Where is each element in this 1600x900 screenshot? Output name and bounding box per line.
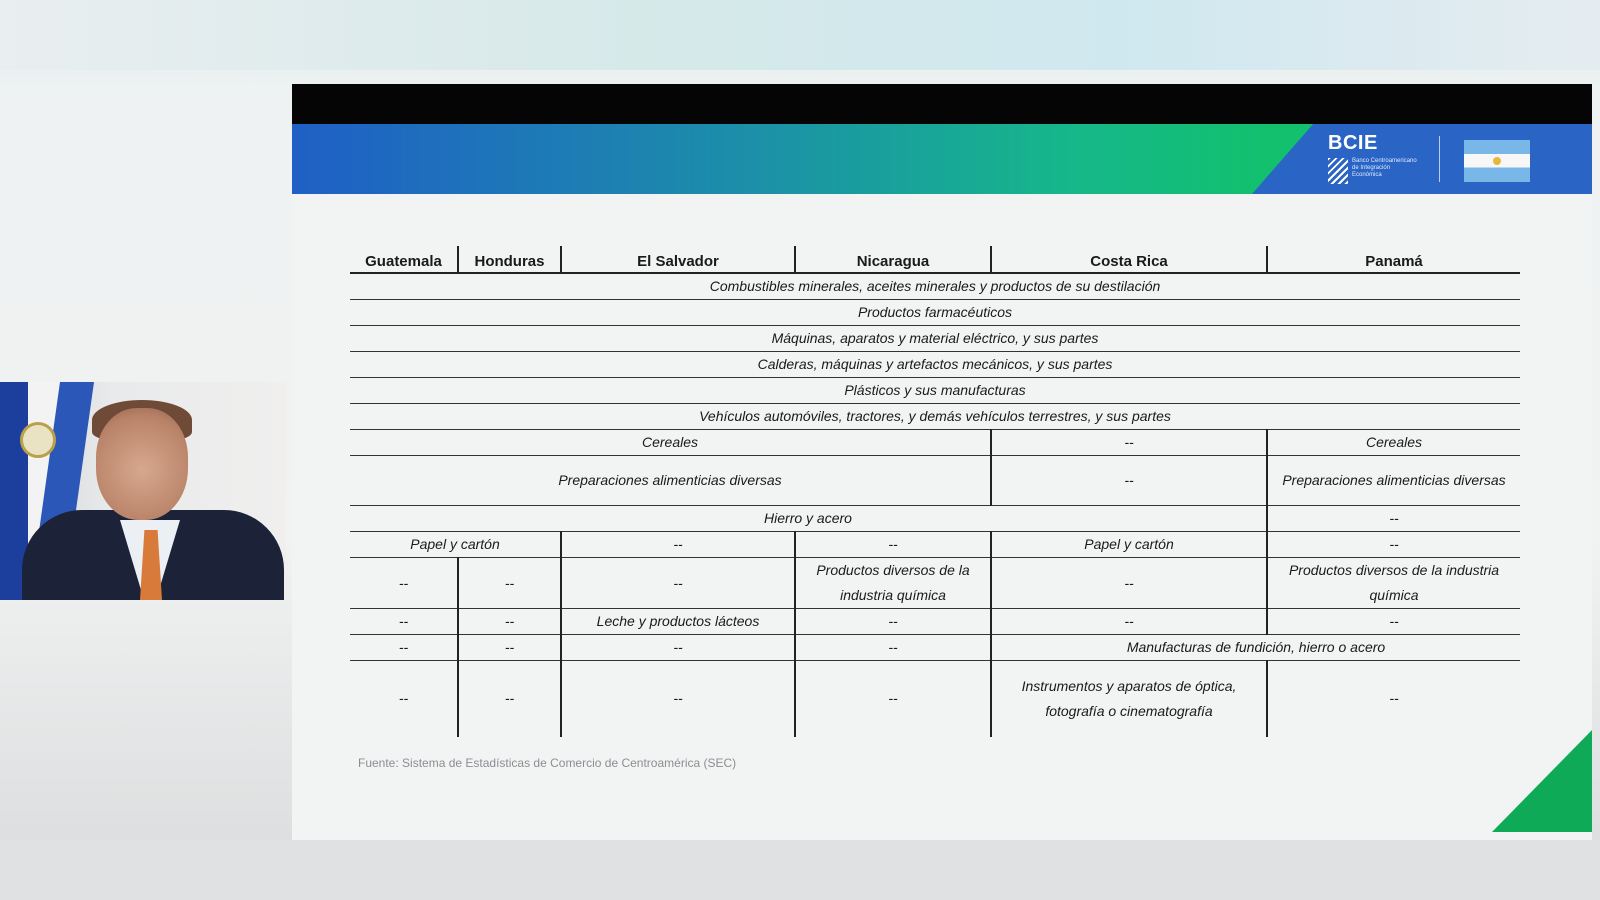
cell-quimica-panama: Productos diversos de la industria química	[1267, 558, 1520, 609]
cell-leche: Leche y productos lácteos	[561, 609, 795, 635]
table-row	[350, 378, 1520, 404]
cell-combustibles: Combustibles minerales, aceites minerales y productos de su destilación	[350, 273, 1520, 300]
bcie-logo-icon	[1328, 158, 1348, 184]
cell-papel-costa-rica: Papel y cartón	[991, 532, 1267, 558]
table-row	[350, 326, 1520, 352]
col-header-panama: Panamá	[1267, 246, 1520, 273]
bcie-logo-subtext: Banco Centroamericano de Integración Económica	[1352, 158, 1417, 178]
cell-dash: --	[1267, 661, 1520, 737]
cell-dash: --	[991, 558, 1267, 609]
cell-fundicion: Manufacturas de fundición, hierro o acero	[991, 635, 1520, 661]
table-row	[350, 506, 1520, 532]
table-row	[350, 352, 1520, 378]
background-top	[0, 0, 1600, 70]
cell-cereales: Cereales	[350, 430, 991, 456]
cell-dash: --	[350, 558, 458, 609]
shared-slide	[292, 84, 1592, 840]
cell-dash: --	[350, 609, 458, 635]
cell-plasticos: Plásticos y sus manufacturas	[350, 378, 1520, 404]
cell-quimica-nicaragua: Productos diversos de la industria química	[795, 558, 991, 609]
cell-dash: --	[561, 532, 795, 558]
cell-dash: --	[350, 635, 458, 661]
cell-dash: --	[458, 609, 561, 635]
source-note: Fuente: Sistema de Estadísticas de Comercio de Centroamérica (SEC)	[358, 756, 737, 770]
corner-accent	[1492, 730, 1592, 832]
cell-dash: --	[458, 635, 561, 661]
cell-dash: --	[458, 558, 561, 609]
cell-cereales-panama: Cereales	[1267, 430, 1520, 456]
table-header-row	[350, 246, 1520, 273]
table-row	[350, 635, 1520, 661]
presenter-head	[96, 408, 188, 520]
cell-dash: --	[1267, 532, 1520, 558]
cell-dash: --	[795, 609, 991, 635]
table-row	[350, 430, 1520, 456]
table-row	[350, 532, 1520, 558]
cell-maquinas-electricas: Máquinas, aparatos y material eléctrico, y sus partes	[350, 326, 1520, 352]
cell-dash: --	[561, 558, 795, 609]
cell-dash: --	[795, 635, 991, 661]
table-row	[350, 273, 1520, 300]
cell-dash: --	[1267, 506, 1520, 532]
banner-accent	[1252, 124, 1592, 194]
cell-optica: Instrumentos y aparatos de óptica, fotografía o cinematografía	[991, 661, 1267, 737]
cell-hierro: Hierro y acero	[350, 506, 1267, 532]
cell-dash: --	[398, 690, 409, 707]
cell-dash: --	[561, 635, 795, 661]
products-table	[350, 246, 1520, 737]
argentina-flag-icon	[1464, 140, 1530, 182]
cell-dash: --	[991, 609, 1267, 635]
cell-calderas: Calderas, máquinas y artefactos mecánicos, y sus partes	[350, 352, 1520, 378]
cell-dash: --	[991, 456, 1267, 506]
col-header-honduras: Honduras	[458, 246, 561, 273]
slide-banner	[292, 124, 1592, 194]
cell-dash: --	[795, 532, 991, 558]
table-row	[350, 404, 1520, 430]
cell-papel: Papel y cartón	[350, 532, 561, 558]
presenter-video[interactable]	[0, 382, 286, 600]
cell-preparaciones: Preparaciones alimenticias diversas	[350, 456, 991, 506]
cell-dash: --	[991, 430, 1267, 456]
table-row	[350, 558, 1520, 609]
table-row	[350, 300, 1520, 326]
cell-dash: --	[458, 661, 561, 737]
sun-icon	[1493, 157, 1501, 165]
cell-preparaciones-panama: Preparaciones alimenticias diversas	[1267, 456, 1520, 506]
col-header-costa-rica: Costa Rica	[991, 246, 1267, 273]
col-header-guatemala: Guatemala	[350, 246, 458, 273]
table-row	[350, 661, 1520, 737]
table-row	[350, 456, 1520, 506]
col-header-el-salvador: El Salvador	[561, 246, 795, 273]
cell-farmaceuticos: Productos farmacéuticos	[350, 300, 1520, 326]
bcie-logo: BCIE	[1328, 132, 1378, 154]
background-bottom	[0, 840, 1600, 900]
cell-dash: --	[1267, 609, 1520, 635]
flag-emblem-icon	[20, 422, 56, 458]
cell-dash: --	[561, 661, 795, 737]
cell-vehiculos: Vehículos automóviles, tractores, y demás vehículos terrestres, y sus partes	[350, 404, 1520, 430]
col-header-nicaragua: Nicaragua	[795, 246, 991, 273]
slide-top-bar	[292, 84, 1592, 124]
cell-dash: --	[795, 661, 991, 737]
banner-divider	[1439, 136, 1440, 182]
table-row	[350, 609, 1520, 635]
